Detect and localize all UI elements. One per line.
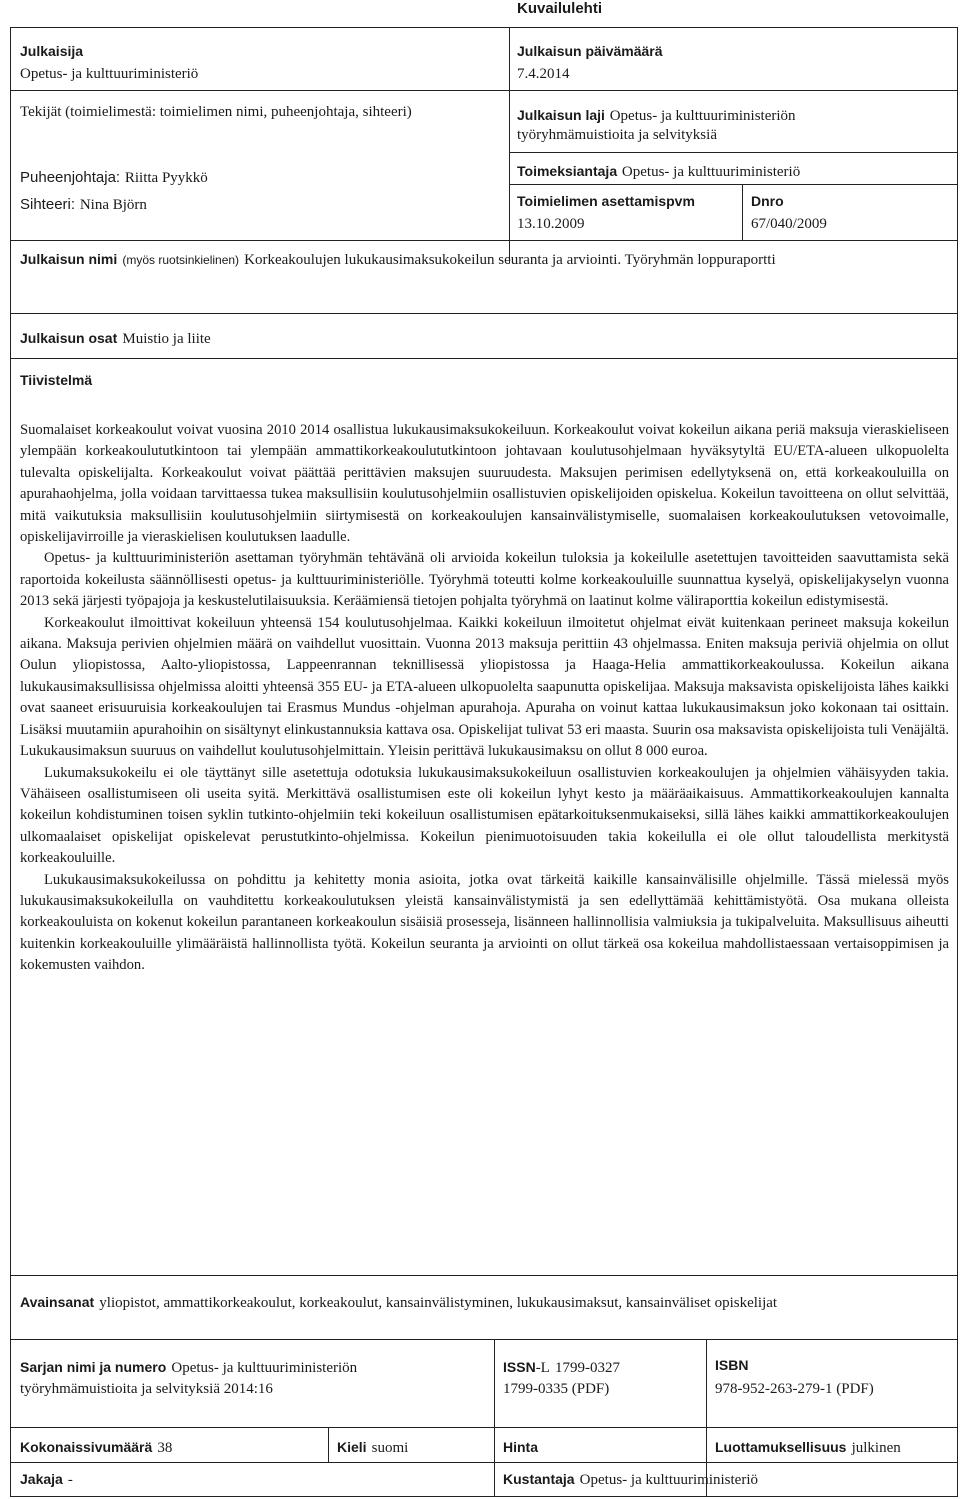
isbn-label: ISBN: [715, 1357, 749, 1373]
pub-name-label-note: (myös ruotsinkielinen): [122, 253, 240, 267]
summary-label: Tiivistelmä: [20, 372, 93, 388]
pub-parts-value: Muistio ja liite: [122, 331, 211, 347]
pub-date-value: 7.4.2014: [517, 66, 570, 82]
summary-paragraph: Suomalaiset korkeakoulut voivat vuosina 2010 2014 osallistua lukukausimaksukokeiluun. Korkeakoulut voivat kokeilun aikana periä maksuja vieraskieliseen ylempään korkeakoulututkintoon tai ylempään ammattikorkeakoulututkintoon johtavaan koulutusohjelmaan hyväksytyltä EU/ETA-alueen ulkopuolelta tulevalta opiskelijalta. Korkeakoulut voivat päättää perittävien maksujen suuruudesta. Maksujen perimisen edellytyksenä on, että korkeakouluilla on apurahaohjelma, jolla voidaan tarvittaessa tukea maksullisiin koulutusohjelmiin osallistuvien opiskelijoiden opiskelua. Kokeilun tavoitteena on ollut selvittää, mitä vaikutuksia maksullisiin koulutusohjelmiin siirtymisestä on korkeakoulujen kansainvälistymiselle, suomalaisen korkeakoulutuksen vetovoimalle, opiskelijavirroille ja vieraskielisen koulutuksen laadulle.: [20, 422, 949, 546]
isbn-value: 978-952-263-279-1 (PDF): [715, 1381, 874, 1397]
confidentiality-label: Luottamuksellisuus: [715, 1439, 847, 1455]
series-line1: [20, 1357, 357, 1377]
pub-type-value2: työryhmämuistioita ja selvityksiä: [517, 127, 717, 143]
document-title: Kuvailulehti: [517, 0, 603, 17]
chair-value: Riitta Pyykkö: [124, 170, 208, 186]
commissioner-label: Toimeksiantaja: [517, 163, 618, 179]
series-label: Sarjan nimi ja numero: [20, 1359, 167, 1375]
row-divider-7: [10, 1427, 958, 1428]
pub-name-label: Julkaisun nimi: [20, 251, 118, 267]
row-divider-8: [10, 1462, 958, 1463]
pub-parts-label: Julkaisun osat: [20, 330, 118, 346]
confidentiality-line: [715, 1437, 901, 1457]
series-value1: Opetus- ja kulttuuriministeriön: [171, 1360, 358, 1376]
series-value2: työryhmämuistioita ja selvityksiä 2014:16: [20, 1381, 273, 1397]
keywords-line: [20, 1292, 777, 1312]
publisher-cost-label: Kustantaja: [503, 1471, 575, 1487]
issn-value1: 1799-0327: [554, 1360, 620, 1376]
pages-value: 38: [157, 1440, 173, 1456]
row-divider-3: [10, 313, 958, 314]
setup-date-label: Toimielimen asettamispvm: [517, 193, 695, 209]
secretary-value: Nina Björn: [79, 197, 147, 213]
left-border: [10, 27, 11, 1497]
row-divider-4: [10, 358, 958, 359]
distributor-line: [20, 1469, 73, 1489]
row-divider-2: [10, 240, 958, 241]
pub-date-label: Julkaisun päivämäärä: [517, 43, 663, 59]
pub-type-label: Julkaisun laji: [517, 107, 605, 123]
summary-paragraph: Lukumaksukokeilu ei ole täyttänyt sille asetettuja odotuksia lukukausimaksukokeiluun osallistuvien korkeakoulujen ja ohjelmien vähäisyyden takia. Vähäiseen osallistumiseen oli useita syitä. Merkittävä osallistumisen este oli kokeilun lyhyt kesto ja määräaikaisuus. Ammattikorkeakoulujen kannalta kokeilun kohdistuminen toisen syklin tutkinto-ohjelmiin teki kokeiluun osallistumisen epätarkoituksenmukaiseksi, sillä lähes kaikki ammattikorkeakoulujen ulkomaalaiset opiskelijat opiskelevat perustutkinto-ohjelmissa. Kokeilun pienimuotoisuuden takia kokeilulla ei ole ollut taloudellista merkitystä korkeakouluille.: [20, 764, 949, 867]
row-divider-5: [10, 1275, 958, 1276]
row-divider-type: [509, 152, 958, 153]
issn-label: ISSN: [503, 1359, 536, 1375]
chair-label: Puheenjohtaja:: [20, 169, 121, 186]
row-divider-commissioner: [509, 184, 958, 185]
summary-paragraph: Lukukausimaksukokeilussa on pohdittu ja kehitetty monia asioita, jotka ovat tärkeitä kaikille kansainvälisille ohjelmille. Tässä mielessä myös lukukausimaksukokeilulla on vauhditettu korkeakoulutuksen yleistä kansainvälistymistä ja sen edellyttämää kehittämistyötä. Osa mukana olleista korkeakouluista on kokenut kokeilun parantaneen korkeakoulun sisäisiä prosesseja, lisänneen hallinnollisia valmiuksia ja tukipalveluita. Maksullisuus aiheutti kuitenkin korkeakouluille ylimääräistä hallinnollista työtä. Kokeilun seuranta ja arviointi on ollut tärkeä osa kokeilua mahdollistaessaan vertaisoppimisen ja kokemusten vaihdon.: [20, 871, 949, 974]
pub-name-value: Korkeakoulujen lukukausimaksukokeilun seuranta ja arviointi. Työryhmän loppuraportti: [244, 252, 776, 268]
language-label: Kieli: [337, 1439, 367, 1455]
col-divider-2: [494, 1339, 495, 1496]
pub-type-value1: Opetus- ja kulttuuriministeriön: [609, 108, 796, 124]
secretary-label: Sihteeri:: [20, 196, 76, 213]
keywords-label: Avainsanat: [20, 1294, 95, 1310]
right-border: [957, 27, 958, 1497]
summary-paragraph: Korkeakoulut ilmoittivat kokeiluun yhteensä 154 koulutusohjelmaa. Kaikki kokeiluun ilmoitetut ohjelmat eivät kuitenkaan perineet maksuja kokeilun aikana. Maksuja perivien ohjelmien määrä on vaihdellut vuosittain. Vuonna 2013 maksuja perittiin 43 ohjelmassa. Eniten maksuja periviä ohjelmia on ollut Oulun yliopistossa, Aalto-yliopistossa, Lappeenrannan teknillisessä yliopistossa ja Haaga-Helia ammattikorkeakoulussa. Kokeilun aikana lukukausimaksullisissa ohjelmissa aloitti yhteensä 355 EU- ja ETA-alueen ulkopuolelta saapunutta opiskelijaa. Maksuja maksavista opiskelijoista lähes kaikki ovat saaneet erisuuruisia korkeakoulujen tai Erasmus Mundus -ohjelman apurahoja. Apuraha on voinut kattaa lukukausimaksun joko kokonaan tai osittain. Lisäksi muutamiin apurahoihin on sisältynyt elinkustannuksia kattava osa. Opiskelijat tulivat 53 eri maasta. Suurin osa maksavista opiskelijoista tuli Venäjältä. Lukukausimaksun suuruus on vaihdellut koulutusohjelmittain. Yleisin perittävä lukukausimaksu on ollut 8 000 euroa.: [20, 614, 949, 760]
commissioner-value: Opetus- ja kulttuuriministeriö: [621, 164, 801, 180]
row-divider-1: [10, 90, 958, 91]
distributor-label: Jakaja: [20, 1471, 63, 1487]
issn-value2: 1799-0335 (PDF): [503, 1381, 610, 1397]
setup-date-value: 13.10.2009: [517, 216, 585, 232]
col-divider-1: [328, 1427, 329, 1462]
secretary-line: [20, 195, 147, 214]
language-value: suomi: [371, 1440, 409, 1456]
commissioner-line: [517, 162, 800, 181]
row-divider-6: [10, 1339, 958, 1340]
bottom-border: [10, 1496, 958, 1497]
publisher-cost-line: [503, 1469, 758, 1489]
issn-line1: [503, 1357, 620, 1377]
pages-line: [20, 1437, 172, 1457]
top-column-divider: [509, 27, 510, 263]
summary-body: [20, 420, 949, 977]
top-border: [10, 27, 958, 28]
summary-paragraph: Opetus- ja kulttuuriministeriön asettaman työryhmän tehtävänä oli arvioida kokeilun tuloksia ja kokeilulle asetettujen tavoitteiden saavuttamista sekä raportoida kokeilusta säännöllisesti opetus- ja kulttuuriministeriölle. Työryhmä toteutti kolme korkeakouluille suunnattua kyselyä, opiskelijakyselyn vuonna 2013 sekä järjesti työpajoja ja keskustelutilaisuuksia. Keräämiensä tietojen pohjalta työryhmä on laatinut kolme väliraporttia kokeilun edistymisestä.: [20, 550, 949, 610]
distributor-value: -: [67, 1472, 73, 1488]
chair-line: [20, 168, 208, 187]
pages-label: Kokonaissivumäärä: [20, 1439, 153, 1455]
dnro-label: Dnro: [751, 193, 784, 209]
authors-label: Tekijät (toimielimestä: toimielimen nimi, puheenjohtaja, sihteeri): [20, 104, 412, 120]
pub-name-line: [20, 249, 776, 269]
publisher-value: Opetus- ja kulttuuriministeriö: [20, 66, 199, 82]
keywords-value: yliopistot, ammattikorkeakoulut, korkeakoulut, kansainvälistyminen, lukukausimaksut, kansainväliset opiskelijat: [99, 1295, 778, 1311]
price-line: [503, 1437, 538, 1457]
pub-parts-line: [20, 328, 211, 348]
confidentiality-value: julkinen: [851, 1440, 901, 1456]
dnro-value: 67/040/2009: [751, 216, 827, 232]
publisher-label: Julkaisija: [20, 43, 84, 59]
language-line: [337, 1437, 408, 1457]
price-label: Hinta: [503, 1439, 538, 1455]
issn-label-suffix: -L: [535, 1360, 550, 1376]
publisher-cost-value: Opetus- ja kulttuuriministeriö: [579, 1472, 758, 1488]
dnro-divider: [742, 184, 743, 240]
pub-type-line1: [517, 106, 796, 125]
